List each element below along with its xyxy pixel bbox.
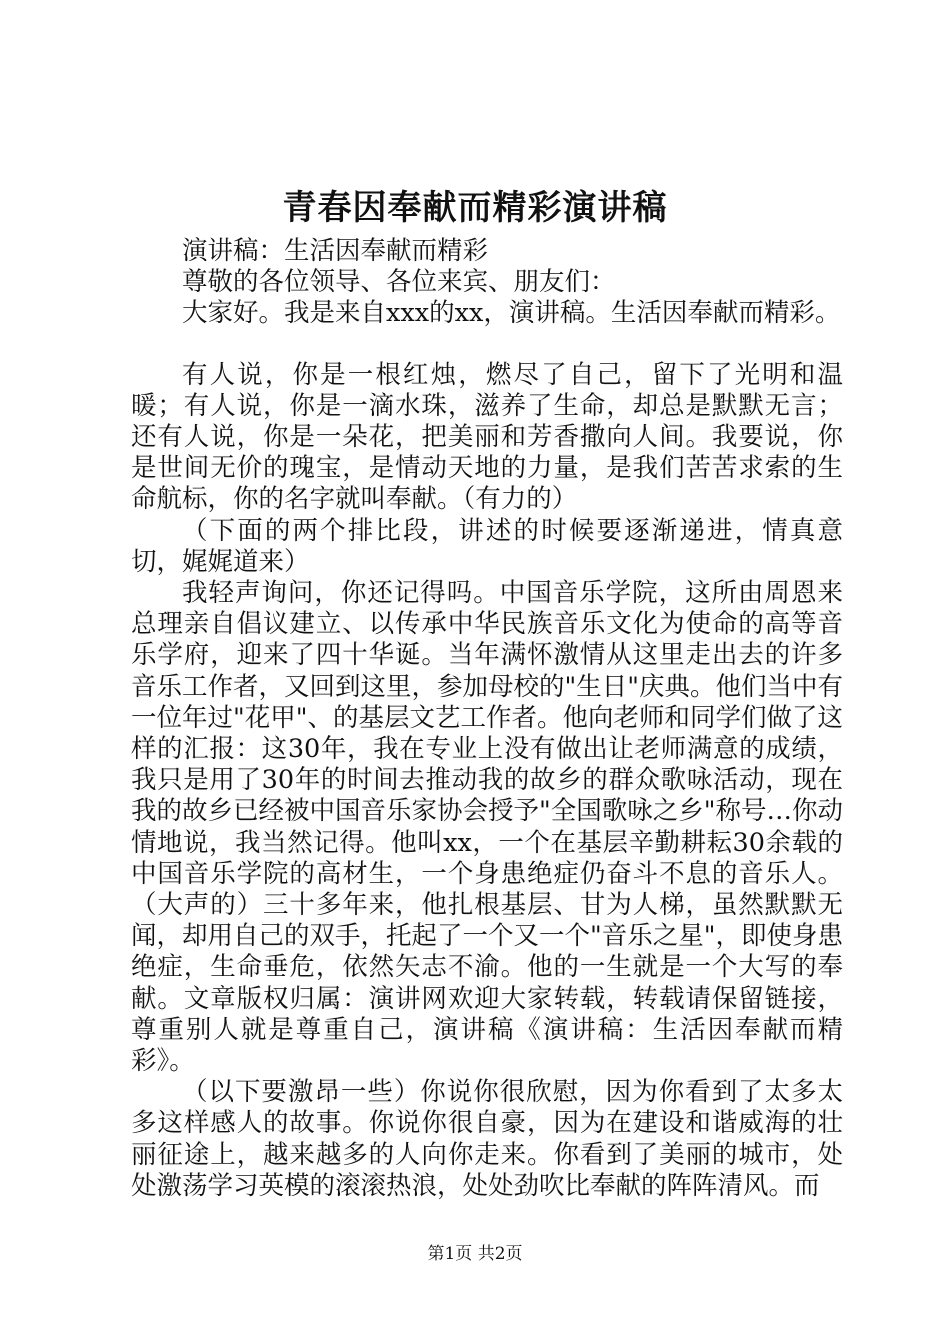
body-paragraph-3: （以下要激昂一些）你说你很欣慰，因为你看到了太多太多这样感人的故事。你说你很自豪，因为在建设和谐威海的壮丽征途上，越来越多的人向你走来。你看到了美丽的城市，处处激荡学习英模的滚滚热浪，处处劲吹比奉献的阵阵清风。而 bbox=[131, 1077, 843, 1201]
document-title: 青春因奉献而精彩演讲稿 bbox=[282, 188, 668, 228]
subtitle-line: 演讲稿：生活因奉献而精彩 bbox=[182, 236, 489, 266]
document-body bbox=[131, 236, 843, 1202]
body-paragraph-1: 有人说，你是一根红烛，燃尽了自己，留下了光明和温暖；有人说，你是一滴水珠，滋养了生命，却总是默默无言；还有人说，你是一朵花，把美丽和芳香撒向人间。我要说，你是世间无价的瑰宝，是情动天地的力量，是我们苦苦求索的生命航标，你的名字就叫奉献。（有力的） bbox=[131, 359, 843, 515]
stage-direction: （下面的两个排比段，讲述的时候要逐渐递进，情真意切，娓娓道来） bbox=[131, 515, 843, 577]
page-footer: 第1页 共2页 bbox=[427, 1244, 523, 1264]
body-paragraph-2: 我轻声询问，你还记得吗。中国音乐学院，这所由周恩来总理亲自倡议建立、以传承中华民族音乐文化为使命的高等音乐学府，迎来了四十华诞。当年满怀激情从这里走出去的许多音乐工作者，又回到这里，参加母校的"生日"庆典。他们当中有一位年过"花甲"、的基层文艺工作者。他向老师和同学们做了这样的汇报：这30年，我在专业上没有做出让老师满意的成绩，我只是用了30年的时间去推动我的故乡的群众歌咏活动，现在我的故乡已经被中国音乐家协会授予"全国歌咏之乡"称号…你动情地说，我当然记得。他叫xx，一个在基层辛勤耕耘30余载的中国音乐学院的高材生，一个身患绝症仍奋斗不息的音乐人。（大声的）三十多年来，他扎根基层、甘为人梯，虽然默默无闻，却用自己的双手，托起了一个又一个"音乐之星"，即使身患绝症，生命垂危，依然矢志不渝。他的一生就是一个大写的奉献。文章版权归属：演讲网欢迎大家转载，转载请保留链接，尊重别人就是尊重自己，演讲稿《演讲稿：生活因奉献而精彩》。 bbox=[131, 578, 843, 1077]
salutation-line: 尊敬的各位领导、各位来宾、朋友们： bbox=[182, 267, 616, 298]
greeting-line: 大家好。我是来自xxx的xx，演讲稿。生活因奉献而精彩。 bbox=[182, 298, 841, 329]
paragraph-gap bbox=[131, 330, 843, 360]
